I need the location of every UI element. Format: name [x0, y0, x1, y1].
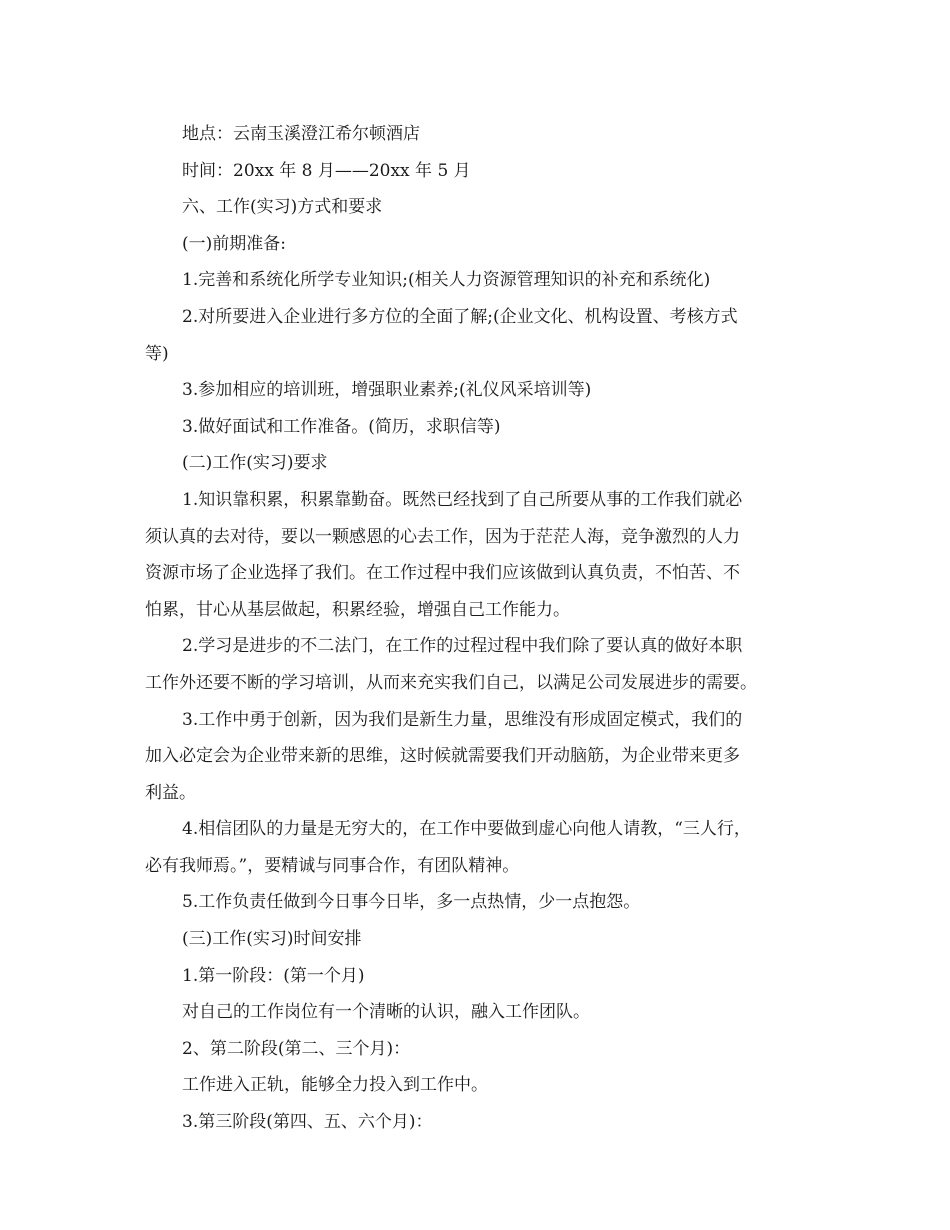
text-line: 对自己的工作岗位有一个清晰的认识，融入工作团队。	[182, 1002, 590, 1023]
document-body	[145, 116, 805, 1141]
text-line: 1.完善和系统化所学专业知识;(相关人力资源管理知识的补充和系统化)	[182, 270, 711, 291]
text-line: 怕累，甘心从基层做起，积累经验，增强自己工作能力。	[145, 599, 570, 620]
text-line: 2、第二阶段(第二、三个月)：	[182, 1038, 411, 1059]
text-line: 3.参加相应的培训班，增强职业素养;(礼仪风采培训等)	[182, 380, 592, 401]
text-line: 地点：云南玉溪澄江希尔顿酒店	[182, 124, 420, 144]
text-line: 1.第一阶段：(第一个月)	[182, 965, 365, 986]
text-line: 时间：20xx 年 8 月——20xx 年 5 月	[182, 160, 471, 181]
text-line: 2.对所要进入企业进行多方位的全面了解;(企业文化、机构设置、考核方式	[182, 306, 738, 327]
subsection-heading: (三)工作(实习)时间安排	[182, 929, 362, 950]
text-line: 3.工作中勇于创新，因为我们是新生力量，思维没有形成固定模式，我们的	[182, 709, 743, 730]
subsection-heading: (二)工作(实习)要求	[182, 453, 328, 474]
section-heading: 六、工作(实习)方式和要求	[182, 197, 383, 218]
subsection-heading: (一)前期准备:	[182, 233, 286, 254]
text-line: 资源市场了企业选择了我们。在工作过程中我们应该做到认真负责，不怕苦、不	[145, 563, 740, 584]
text-line: 等)	[145, 343, 169, 364]
text-line: 1.知识靠积累，积累靠勤奋。既然已经找到了自己所要从事的工作我们就必	[182, 489, 743, 510]
text-line: 须认真的去对待，要以一颗感恩的心去工作，因为于茫茫人海，竞争激烈的人力	[145, 526, 740, 547]
text-line: 4.相信团队的力量是无穷大的，在工作中要做到虚心向他人请教，“三人行，	[182, 819, 751, 840]
text-line: 必有我师焉。”，要精诚与同事合作，有团队精神。	[145, 855, 520, 876]
text-line: 工作外还要不断的学习培训，从而来充实我们自己，以满足公司发展进步的需要。	[145, 672, 757, 693]
text-line: 加入必定会为企业带来新的思维，这时候就需要我们开动脑筋，为企业带来更多	[145, 746, 740, 767]
text-line: 3.做好面试和工作准备。(简历，求职信等)	[182, 416, 501, 437]
text-line: 利益。	[145, 782, 196, 803]
text-line: 工作进入正轨，能够全力投入到工作中。	[182, 1075, 488, 1096]
text-line: 5.工作负责任做到今日事今日毕，多一点热情，少一点抱怨。	[182, 892, 641, 913]
text-line: 2.学习是进步的不二法门，在工作的过程过程中我们除了要认真的做好本职	[182, 636, 743, 657]
text-line: 3.第三阶段(第四、五、六个月)：	[182, 1112, 433, 1133]
